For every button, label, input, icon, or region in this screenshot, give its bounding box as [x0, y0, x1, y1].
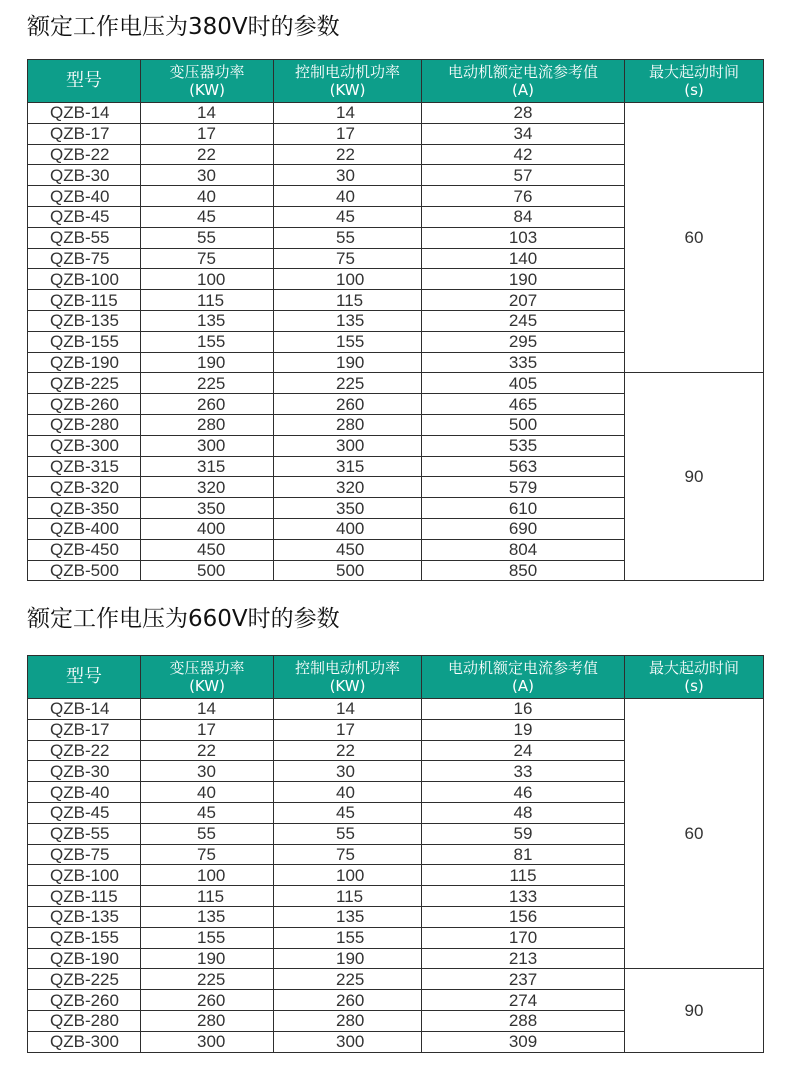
cell-model: QZB-30	[28, 761, 141, 782]
cell-max-start-time: 60	[625, 103, 764, 373]
cell-motor-power: 22	[274, 740, 422, 761]
cell-model: QZB-450	[28, 539, 141, 560]
header-motor-power-label: 控制电动机功率	[294, 63, 400, 81]
cell-model: QZB-17	[28, 123, 141, 144]
cell-transformer-power: 45	[141, 206, 274, 227]
cell-model: QZB-260	[28, 990, 141, 1011]
cell-transformer-power: 155	[141, 927, 274, 948]
cell-motor-power: 400	[274, 518, 422, 539]
cell-model: QZB-300	[28, 435, 141, 456]
cell-rated-current: 309	[422, 1031, 625, 1052]
cell-model: QZB-315	[28, 456, 141, 477]
cell-model: QZB-400	[28, 518, 141, 539]
cell-rated-current: 46	[422, 782, 625, 803]
cell-transformer-power: 190	[141, 352, 274, 373]
header-transformer-power-unit: (KW)	[189, 81, 225, 99]
cell-model: QZB-190	[28, 352, 141, 373]
cell-rated-current: 19	[422, 719, 625, 740]
cell-rated-current: 16	[422, 699, 625, 720]
cell-rated-current: 288	[422, 1010, 625, 1031]
cell-transformer-power: 14	[141, 699, 274, 720]
header-motor-power-unit: (KW)	[329, 81, 366, 99]
cell-model: QZB-135	[28, 310, 141, 331]
cell-model: QZB-75	[28, 248, 141, 269]
cell-motor-power: 22	[274, 144, 422, 165]
cell-rated-current: 140	[422, 248, 625, 269]
cell-transformer-power: 55	[141, 227, 274, 248]
params-table-380v	[27, 59, 764, 581]
cell-transformer-power: 225	[141, 373, 274, 394]
cell-motor-power: 280	[274, 414, 422, 435]
header-transformer-power-unit: (KW)	[189, 677, 225, 695]
cell-motor-power: 135	[274, 906, 422, 927]
cell-transformer-power: 300	[141, 1031, 274, 1052]
table-body	[28, 699, 764, 1053]
cell-rated-current: 579	[422, 477, 625, 498]
cell-model: QZB-155	[28, 331, 141, 352]
cell-motor-power: 17	[274, 123, 422, 144]
cell-model: QZB-500	[28, 560, 141, 581]
cell-model: QZB-100	[28, 865, 141, 886]
header-rated-current-label: 电动机额定电流参考值	[447, 659, 598, 677]
cell-motor-power: 155	[274, 331, 422, 352]
cell-motor-power: 300	[274, 1031, 422, 1052]
cell-model: QZB-135	[28, 906, 141, 927]
cell-rated-current: 28	[422, 103, 625, 124]
table-header-row	[28, 60, 764, 103]
cell-motor-power: 115	[274, 290, 422, 311]
cell-motor-power: 45	[274, 206, 422, 227]
cell-motor-power: 75	[274, 844, 422, 865]
cell-model: QZB-280	[28, 414, 141, 435]
cell-max-start-time: 90	[625, 373, 764, 581]
cell-motor-power: 260	[274, 990, 422, 1011]
cell-transformer-power: 450	[141, 539, 274, 560]
header-model: 型号	[28, 656, 141, 699]
cell-model: QZB-260	[28, 394, 141, 415]
cell-transformer-power: 100	[141, 269, 274, 290]
cell-rated-current: 156	[422, 906, 625, 927]
cell-rated-current: 57	[422, 165, 625, 186]
cell-transformer-power: 30	[141, 165, 274, 186]
cell-transformer-power: 75	[141, 844, 274, 865]
cell-transformer-power: 280	[141, 1010, 274, 1031]
header-motor-power-unit: (KW)	[329, 677, 366, 695]
cell-motor-power: 17	[274, 719, 422, 740]
cell-rated-current: 84	[422, 206, 625, 227]
header-max-start-time	[625, 60, 764, 103]
header-max-start-time	[625, 656, 764, 699]
cell-rated-current: 190	[422, 269, 625, 290]
cell-model: QZB-225	[28, 969, 141, 990]
cell-model: QZB-22	[28, 740, 141, 761]
cell-model: QZB-115	[28, 886, 141, 907]
cell-transformer-power: 22	[141, 144, 274, 165]
cell-model: QZB-17	[28, 719, 141, 740]
cell-model: QZB-30	[28, 165, 141, 186]
cell-motor-power: 100	[274, 269, 422, 290]
section-title-660v: 额定工作电压为660V时的参数	[27, 606, 340, 632]
cell-motor-power: 450	[274, 539, 422, 560]
cell-rated-current: 33	[422, 761, 625, 782]
section-title-380v: 额定工作电压为380V时的参数	[27, 14, 340, 40]
header-model: 型号	[28, 60, 141, 103]
cell-rated-current: 563	[422, 456, 625, 477]
cell-motor-power: 300	[274, 435, 422, 456]
header-max-start-time-unit: (s)	[684, 81, 704, 99]
cell-max-start-time: 60	[625, 699, 764, 969]
cell-transformer-power: 30	[141, 761, 274, 782]
cell-rated-current: 237	[422, 969, 625, 990]
cell-motor-power: 135	[274, 310, 422, 331]
cell-model: QZB-155	[28, 927, 141, 948]
cell-motor-power: 260	[274, 394, 422, 415]
cell-model: QZB-40	[28, 186, 141, 207]
cell-transformer-power: 17	[141, 719, 274, 740]
cell-transformer-power: 320	[141, 477, 274, 498]
cell-transformer-power: 300	[141, 435, 274, 456]
cell-transformer-power: 135	[141, 906, 274, 927]
cell-model: QZB-190	[28, 948, 141, 969]
cell-transformer-power: 115	[141, 886, 274, 907]
cell-motor-power: 75	[274, 248, 422, 269]
cell-motor-power: 115	[274, 886, 422, 907]
header-rated-current	[422, 656, 625, 699]
cell-transformer-power: 115	[141, 290, 274, 311]
cell-rated-current: 103	[422, 227, 625, 248]
cell-transformer-power: 40	[141, 186, 274, 207]
cell-transformer-power: 190	[141, 948, 274, 969]
cell-motor-power: 280	[274, 1010, 422, 1031]
cell-rated-current: 245	[422, 310, 625, 331]
cell-rated-current: 500	[422, 414, 625, 435]
header-motor-power	[274, 60, 422, 103]
cell-motor-power: 350	[274, 498, 422, 519]
cell-rated-current: 335	[422, 352, 625, 373]
cell-model: QZB-22	[28, 144, 141, 165]
cell-rated-current: 295	[422, 331, 625, 352]
cell-rated-current: 48	[422, 802, 625, 823]
cell-rated-current: 535	[422, 435, 625, 456]
cell-transformer-power: 260	[141, 394, 274, 415]
cell-transformer-power: 260	[141, 990, 274, 1011]
table-row	[28, 373, 764, 394]
header-transformer-power	[141, 656, 274, 699]
cell-transformer-power: 75	[141, 248, 274, 269]
cell-rated-current: 610	[422, 498, 625, 519]
cell-motor-power: 100	[274, 865, 422, 886]
cell-rated-current: 170	[422, 927, 625, 948]
cell-rated-current: 213	[422, 948, 625, 969]
cell-transformer-power: 135	[141, 310, 274, 331]
cell-motor-power: 315	[274, 456, 422, 477]
cell-motor-power: 55	[274, 227, 422, 248]
cell-transformer-power: 55	[141, 823, 274, 844]
header-rated-current-unit: (A)	[512, 81, 534, 99]
cell-model: QZB-300	[28, 1031, 141, 1052]
cell-model: QZB-75	[28, 844, 141, 865]
cell-motor-power: 30	[274, 165, 422, 186]
header-rated-current	[422, 60, 625, 103]
cell-motor-power: 320	[274, 477, 422, 498]
cell-model: QZB-320	[28, 477, 141, 498]
cell-model: QZB-350	[28, 498, 141, 519]
table-body	[28, 103, 764, 581]
table-row	[28, 699, 764, 720]
cell-transformer-power: 400	[141, 518, 274, 539]
cell-transformer-power: 17	[141, 123, 274, 144]
cell-rated-current: 850	[422, 560, 625, 581]
cell-rated-current: 34	[422, 123, 625, 144]
cell-motor-power: 30	[274, 761, 422, 782]
cell-model: QZB-40	[28, 782, 141, 803]
cell-transformer-power: 100	[141, 865, 274, 886]
cell-motor-power: 40	[274, 782, 422, 803]
header-transformer-power-label: 变压器功率	[169, 659, 245, 677]
cell-model: QZB-45	[28, 802, 141, 823]
cell-rated-current: 133	[422, 886, 625, 907]
table-row	[28, 103, 764, 124]
cell-rated-current: 59	[422, 823, 625, 844]
cell-motor-power: 55	[274, 823, 422, 844]
cell-rated-current: 804	[422, 539, 625, 560]
cell-transformer-power: 14	[141, 103, 274, 124]
cell-transformer-power: 500	[141, 560, 274, 581]
header-motor-power-label: 控制电动机功率	[294, 659, 400, 677]
header-motor-power	[274, 656, 422, 699]
header-rated-current-label: 电动机额定电流参考值	[447, 63, 598, 81]
cell-model: QZB-225	[28, 373, 141, 394]
cell-transformer-power: 45	[141, 802, 274, 823]
table-header-row	[28, 656, 764, 699]
cell-motor-power: 14	[274, 699, 422, 720]
params-table-660v	[27, 655, 764, 1053]
cell-motor-power: 225	[274, 969, 422, 990]
cell-rated-current: 405	[422, 373, 625, 394]
cell-transformer-power: 350	[141, 498, 274, 519]
cell-transformer-power: 40	[141, 782, 274, 803]
cell-rated-current: 81	[422, 844, 625, 865]
cell-rated-current: 24	[422, 740, 625, 761]
table-row	[28, 969, 764, 990]
cell-model: QZB-55	[28, 823, 141, 844]
header-transformer-power-label: 变压器功率	[169, 63, 245, 81]
cell-transformer-power: 22	[141, 740, 274, 761]
cell-motor-power: 155	[274, 927, 422, 948]
cell-transformer-power: 225	[141, 969, 274, 990]
cell-motor-power: 40	[274, 186, 422, 207]
cell-rated-current: 42	[422, 144, 625, 165]
cell-motor-power: 500	[274, 560, 422, 581]
cell-rated-current: 274	[422, 990, 625, 1011]
cell-model: QZB-45	[28, 206, 141, 227]
cell-motor-power: 190	[274, 948, 422, 969]
cell-model: QZB-14	[28, 103, 141, 124]
cell-model: QZB-14	[28, 699, 141, 720]
cell-motor-power: 14	[274, 103, 422, 124]
header-max-start-time-label: 最大起动时间	[648, 63, 739, 81]
cell-motor-power: 190	[274, 352, 422, 373]
cell-rated-current: 115	[422, 865, 625, 886]
cell-model: QZB-55	[28, 227, 141, 248]
header-max-start-time-unit: (s)	[684, 677, 704, 695]
header-max-start-time-label: 最大起动时间	[648, 659, 739, 677]
cell-transformer-power: 280	[141, 414, 274, 435]
cell-model: QZB-115	[28, 290, 141, 311]
cell-max-start-time: 90	[625, 969, 764, 1052]
cell-motor-power: 45	[274, 802, 422, 823]
cell-rated-current: 690	[422, 518, 625, 539]
cell-rated-current: 207	[422, 290, 625, 311]
cell-transformer-power: 155	[141, 331, 274, 352]
header-rated-current-unit: (A)	[512, 677, 534, 695]
cell-rated-current: 465	[422, 394, 625, 415]
cell-motor-power: 225	[274, 373, 422, 394]
cell-model: QZB-280	[28, 1010, 141, 1031]
cell-rated-current: 76	[422, 186, 625, 207]
header-transformer-power	[141, 60, 274, 103]
cell-model: QZB-100	[28, 269, 141, 290]
cell-transformer-power: 315	[141, 456, 274, 477]
